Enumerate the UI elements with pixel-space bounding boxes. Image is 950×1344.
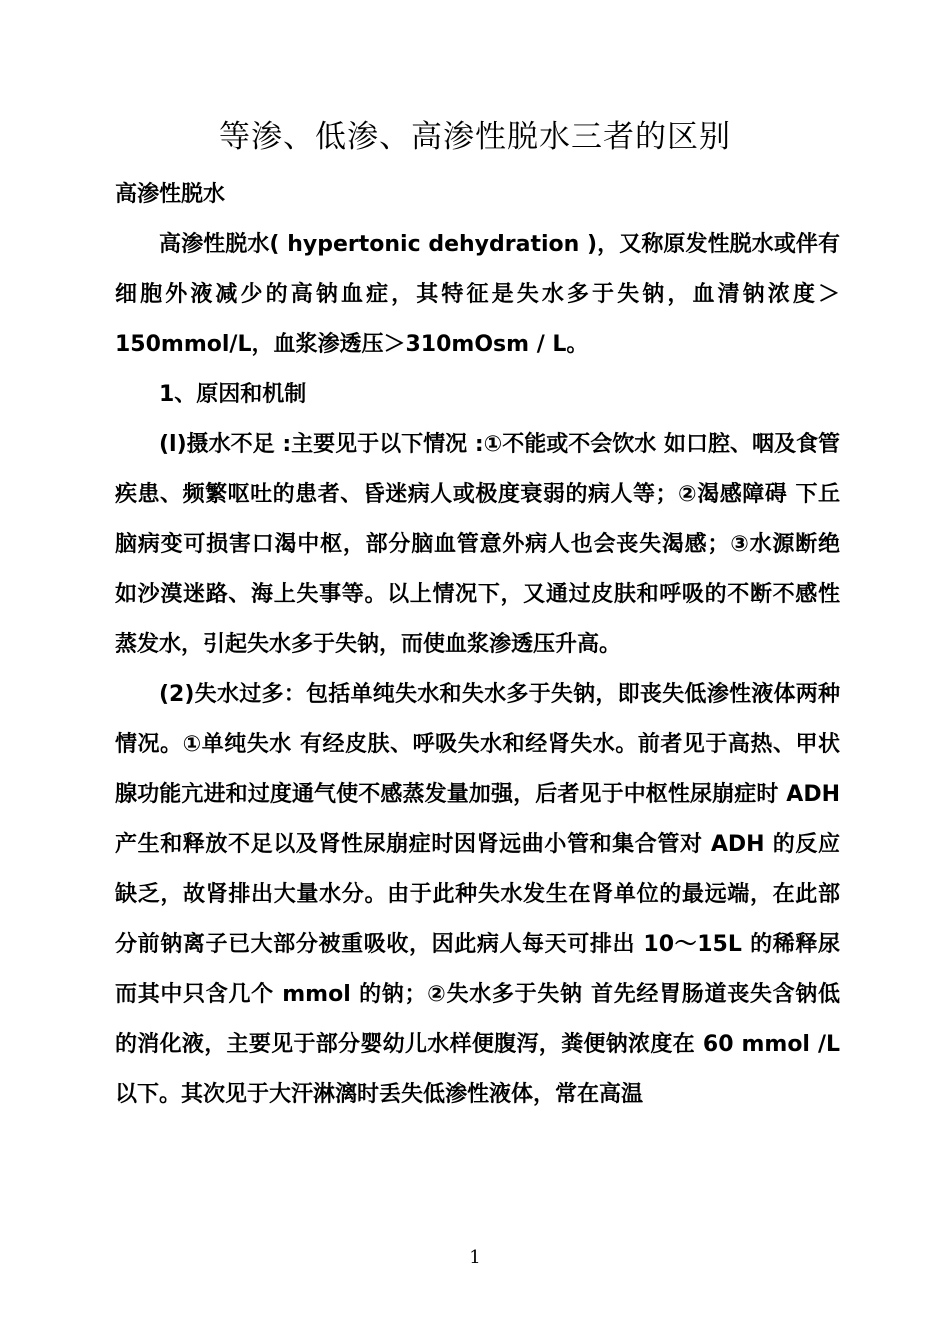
section-heading: 高渗性脱水 [115,182,226,207]
paragraph-definition: 高渗性脱水( hypertonic dehydration )，又称原发性脱水或伴有细胞外液减少的高钠血症，其特征是失水多于失钠，血清钠浓度＞150mmol/L，血浆渗透压＞310mOsm / L。 [115,232,840,357]
document-body [115,170,840,1120]
paragraph-excessive-loss: (2)失水过多：包括单纯失水和失水多于失钠，即丧失低渗性液体两种情况。①单纯失水 有经皮肤、呼吸失水和经肾失水。前者见于高热、甲状腺功能亢进和过度通气使不感蒸发量加强，后者见于中枢性尿崩症时 ADH 产生和释放不足以及肾性尿崩症时因肾远曲小管和集合管对 ADH 的反应缺乏，故肾排出大量水分。由于此种失水发生在肾单位的最远端，在此部分前钠离子已大部分被重吸收，因此病人每天可排出 10～15L 的稀释尿而其中只含几个 mmol 的钠；②失水多于失钠 首先经胃肠道丧失含钠低的消化液，主要见于部分婴幼儿水样便腹泻，粪便钠浓度在 60 mmol /L 以下。其次见于大汗淋漓时丢失低渗性液体，常在高温 [115,682,840,1107]
page-number: 1 [469,1247,481,1268]
subsection-heading-causes: 1、原因和机制 [159,382,307,407]
paragraph-insufficient-intake: (l)摄水不足 :主要见于以下情况 :①不能或不会饮水 如口腔、咽及食管疾患、频繁呕吐的患者、昏迷病人或极度衰弱的病人等；②渴感障碍 下丘脑病变可损害口渴中枢，部分脑血管意外病人也会丧失渴感；③水源断绝 如沙漠迷路、海上失事等。以上情况下，又通过皮肤和呼吸的不断不感性蒸发水，引起失水多于失钠，而使血浆渗透压升高。 [115,432,840,657]
document-title: 等渗、低渗、高渗性脱水三者的区别 [219,119,731,155]
